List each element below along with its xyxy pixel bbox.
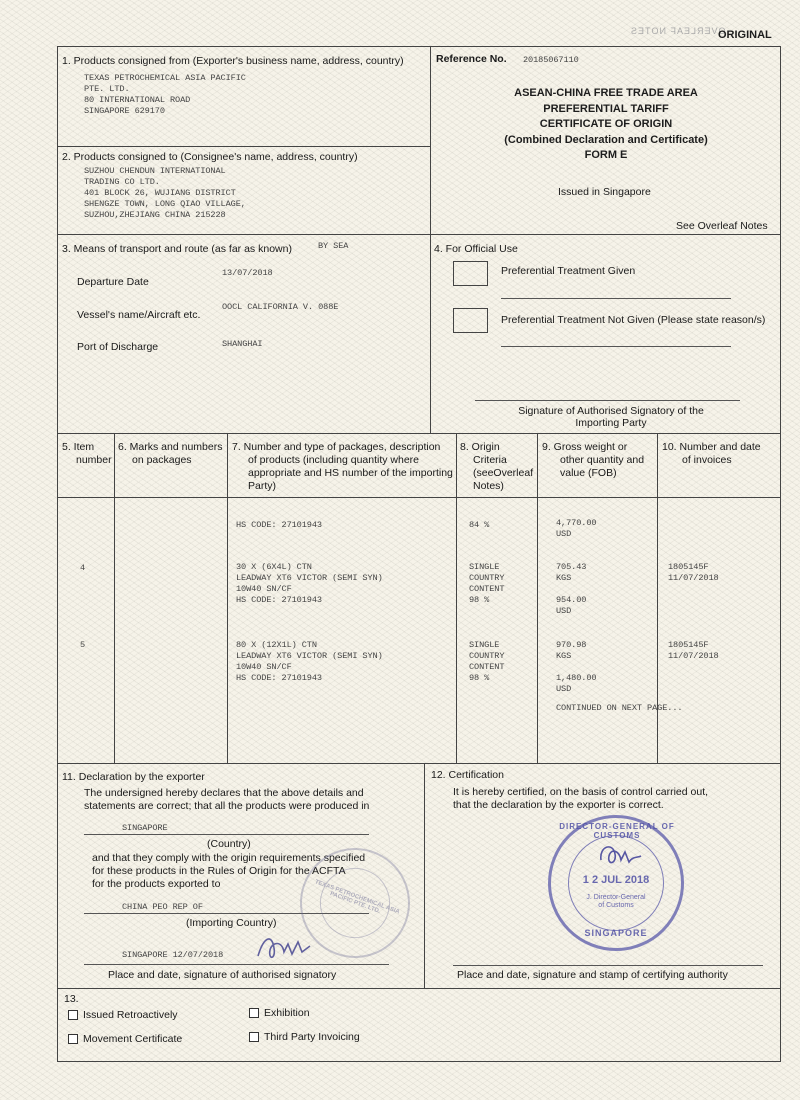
customs-stamp (548, 815, 684, 951)
divider-v-c8 (537, 433, 538, 763)
row2-invoice-line: 1805145F (668, 640, 709, 650)
row1-quantity (556, 562, 586, 617)
col10-header-line: 10. Number and date (662, 441, 761, 453)
box11-label: 11. Declaration by the exporter (62, 771, 205, 783)
row1-description-line: 30 X (6X4L) CTN (236, 562, 312, 572)
row2-criteria-line: CONTENT (469, 662, 505, 672)
original-label: ORIGINAL (718, 29, 772, 41)
consignee-line: SHENGZE TOWN, LONG QIAO VILLAGE, (84, 199, 246, 209)
box2-label: 2. Products consigned to (Consignee's name, address, country) (62, 151, 358, 163)
divider-v-c5 (114, 433, 115, 763)
row1-invoice-line: 11/07/2018 (668, 573, 719, 583)
customs-stamp-signatory-line: of Customs (598, 902, 634, 909)
row2-description (236, 640, 383, 684)
row0-quantity-line: USD (556, 529, 572, 539)
divider-h-box13 (57, 988, 781, 989)
title-line-5: FORM E (584, 149, 628, 161)
movement-certificate-checkbox[interactable] (68, 1034, 78, 1044)
box13-label: 13. (64, 993, 79, 1005)
issued-retroactively-label: Issued Retroactively (83, 1009, 178, 1021)
treatment-given-label: Preferential Treatment Given (501, 265, 636, 277)
port-label: Port of Discharge (77, 341, 159, 353)
box12-label: 12. Certification (431, 769, 504, 781)
row1-criteria-line: SINGLE (469, 562, 500, 572)
continued-note: CONTINUED ON NEXT PAGE... (556, 703, 683, 713)
row0-quantity-line: 4,770.00 (556, 518, 597, 528)
row2-invoice (668, 640, 719, 662)
col5-header-line: number (76, 454, 112, 466)
row2-criteria-line: COUNTRY (469, 651, 505, 661)
issued-in: Issued in Singapore (558, 186, 651, 198)
customs-stamp-signatory-line: J. Director-General (586, 894, 646, 901)
row2-description-line: 10W40 SN/CF (236, 662, 292, 672)
divider-v-bottom (424, 763, 425, 988)
exporter-place-date: SINGAPORE 12/07/2018 (122, 950, 224, 960)
title-line-4: (Combined Declaration and Certificate) (504, 133, 708, 146)
issued-retroactively-checkbox[interactable] (68, 1010, 78, 1020)
compliance-line: and that they comply with the origin requirements specified (92, 852, 366, 864)
col9-header-line: 9. Gross weight or (542, 441, 628, 453)
exhibition-checkbox[interactable] (249, 1008, 259, 1018)
exporter-line: TEXAS PETROCHEMICAL ASIA PACIFIC (84, 73, 246, 83)
row1-criteria (469, 562, 504, 606)
row1-description-line: HS CODE: 27101943 (236, 595, 322, 605)
row1-criteria-line: CONTENT (469, 584, 505, 594)
col9-header-line: other quantity and (560, 454, 645, 466)
treatment-not-given-label: Preferential Treatment Not Given (Please state reason/s) (501, 314, 766, 326)
divider-v-top (430, 46, 431, 433)
port-value: SHANGHAI (222, 339, 263, 349)
title-line-2: PREFERENTIAL TARIFF (543, 102, 669, 115)
row2-invoice-line: 11/07/2018 (668, 651, 719, 661)
divider-h-declaration (57, 763, 781, 764)
row2-quantity-line: KGS (556, 651, 572, 661)
row2-quantity-line: 1,480.00 (556, 673, 597, 683)
divider-h-box1 (57, 146, 430, 147)
row2-description-line: LEADWAY XT6 VICTOR (SEMI SYN) (236, 651, 383, 661)
customs-stamp-signatory (551, 894, 681, 910)
country-line (84, 834, 369, 835)
consignee-line: TRADING CO LTD. (84, 177, 160, 187)
exhibition-label: Exhibition (264, 1007, 310, 1019)
transport-mode: BY SEA (318, 241, 349, 251)
country-caption: (Country) (207, 838, 251, 850)
row2-criteria-line: 98 % (469, 673, 490, 683)
row2-quantity-line: USD (556, 684, 572, 694)
certification-line: that the declaration by the exporter is correct. (453, 799, 664, 811)
row2-quantity (556, 640, 596, 695)
row1-description-line: 10W40 SN/CF (236, 584, 292, 594)
mirrored-overleaf-text: OVERLEAF NOTES (630, 26, 726, 36)
exporter-stamp-text: TEXAS PETROCHEMICAL ASIA PACIFIC PTE. LTD. (313, 879, 401, 916)
row2-quantity-line (556, 662, 596, 673)
box1-label: 1. Products consigned from (Exporter's business name, address, country) (62, 55, 404, 67)
official-signature-caption (480, 405, 742, 429)
customs-stamp-bottom-text: SINGAPORE (584, 928, 648, 938)
col7-header-line: 7. Number and type of packages, description (232, 441, 441, 453)
importing-country-caption: (Importing Country) (186, 917, 277, 929)
certification-text (453, 786, 708, 812)
row2-item: 5 (80, 640, 86, 650)
divider-v-c6 (227, 433, 228, 763)
col7-header-line: Party) (248, 480, 277, 492)
exporter-signature-line (84, 964, 389, 965)
declaration-line: The undersigned hereby declares that the above details and (84, 787, 364, 799)
certificate-title (436, 86, 776, 164)
treatment-not-given-line (501, 346, 731, 347)
treatment-given-box[interactable] (453, 261, 488, 286)
certifier-signature-caption: Place and date, signature and stamp of certifying authority (457, 969, 728, 981)
row1-description (236, 562, 383, 606)
customs-stamp-top-text: DIRECTOR-GENERAL OF CUSTOMS (559, 822, 675, 840)
exporter-line: SINGAPORE 629170 (84, 106, 165, 116)
row1-quantity-line: 954.00 (556, 595, 587, 605)
compliance-line: for these products in the Rules of Origin for the ACFTA (92, 865, 346, 877)
reference-value: 20185067110 (523, 55, 579, 65)
col6-header-line: on packages (132, 454, 192, 466)
consignee-address (84, 166, 246, 221)
row1-criteria-line: COUNTRY (469, 573, 505, 583)
col7-header (232, 441, 453, 493)
compliance-line: for the products exported to (92, 878, 221, 890)
certifier-signature-line (453, 965, 763, 966)
produced-country-value: SINGAPORE (122, 823, 168, 833)
row1-invoice-line: 1805145F (668, 562, 709, 572)
col5-header (62, 441, 112, 467)
col10-header (662, 441, 761, 467)
row2-quantity-line: 970.98 (556, 640, 587, 650)
official-signature-line-1: Signature of Authorised Signatory of the (518, 405, 704, 417)
divider-v-c7 (456, 433, 457, 763)
col8-header (460, 441, 533, 493)
col10-header-line: of invoices (682, 454, 732, 466)
treatment-not-given-box[interactable] (453, 308, 488, 333)
customs-stamp-date: 1 2 JUL 2018 (582, 874, 650, 886)
row1-description-line: LEADWAY XT6 VICTOR (SEMI SYN) (236, 573, 383, 583)
certifier-signature (595, 838, 645, 874)
row0-criteria: 84 % (469, 520, 490, 530)
vessel-label: Vessel's name/Aircraft etc. (77, 309, 201, 321)
col8-header-line: 8. Origin (460, 441, 500, 453)
col7-header-line: appropriate and HS number of the importing (248, 467, 453, 479)
exporter-signature-caption: Place and date, signature of authorised signatory (108, 969, 337, 981)
importing-country-value: CHINA PEO REP OF (122, 902, 203, 912)
official-signature-line (475, 400, 740, 401)
row1-item: 4 (80, 563, 86, 573)
certification-line: It is hereby certified, on the basis of control carried out, (453, 786, 709, 798)
consignee-line: SUZHOU CHENDUN INTERNATIONAL (84, 166, 226, 176)
row1-quantity-line: 705.43 (556, 562, 587, 572)
divider-h-colhead (57, 497, 781, 498)
col8-header-line: Criteria (473, 454, 507, 466)
row0-quantity (556, 518, 596, 540)
declaration-line: statements are correct; that all the products were produced in (84, 800, 370, 812)
third-party-invoicing-label: Third Party Invoicing (264, 1031, 360, 1043)
box3-label: 3. Means of transport and route (as far as known) (62, 243, 292, 255)
col7-header-line: of products (including quantity where (248, 454, 420, 466)
departure-date-value: 13/07/2018 (222, 268, 273, 278)
col5-header-line: 5. Item (62, 441, 95, 453)
reference-label: Reference No. (436, 53, 507, 65)
box4-label: 4. For Official Use (434, 243, 518, 255)
row2-description-line: 80 X (12X1L) CTN (236, 640, 317, 650)
row1-criteria-line: 98 % (469, 595, 490, 605)
declaration-text (84, 787, 369, 813)
col6-header-line: 6. Marks and numbers (118, 441, 223, 453)
consignee-line: 401 BLOCK 26, WUJIANG DISTRICT (84, 188, 236, 198)
see-overleaf-notes: See Overleaf Notes (676, 220, 768, 232)
consignee-line: SUZHOU,ZHEJIANG CHINA 215228 (84, 210, 226, 220)
vessel-value: OOCL CALIFORNIA V. 088E (222, 302, 339, 312)
col9-header (542, 441, 644, 480)
row1-invoice (668, 562, 719, 584)
title-line-1: ASEAN-CHINA FREE TRADE AREA (514, 87, 698, 99)
divider-h-cols (57, 433, 781, 434)
row0-description: HS CODE: 27101943 (236, 520, 322, 530)
divider-h-box2 (57, 234, 781, 235)
col8-header-line: Notes) (473, 480, 504, 492)
row1-quantity-line: KGS (556, 573, 572, 583)
col9-header-line: value (FOB) (560, 467, 617, 479)
third-party-invoicing-checkbox[interactable] (249, 1032, 259, 1042)
exporter-signature (250, 926, 320, 966)
title-line-3: CERTIFICATE OF ORIGIN (539, 118, 673, 130)
exporter-address (84, 73, 246, 117)
exporter-line: 80 INTERNATIONAL ROAD (84, 95, 191, 105)
movement-certificate-label: Movement Certificate (83, 1033, 183, 1045)
row1-quantity-line (556, 584, 586, 595)
row2-criteria (469, 640, 504, 684)
departure-date-label: Departure Date (77, 276, 149, 288)
row2-description-line: HS CODE: 27101943 (236, 673, 322, 683)
treatment-given-line (501, 298, 731, 299)
exporter-line: PTE. LTD. (84, 84, 130, 94)
row2-criteria-line: SINGLE (469, 640, 500, 650)
col6-header (118, 441, 222, 467)
col8-header-line: (seeOverleaf (473, 467, 534, 479)
row1-quantity-line: USD (556, 606, 572, 616)
official-signature-line-2: Importing Party (575, 417, 647, 429)
